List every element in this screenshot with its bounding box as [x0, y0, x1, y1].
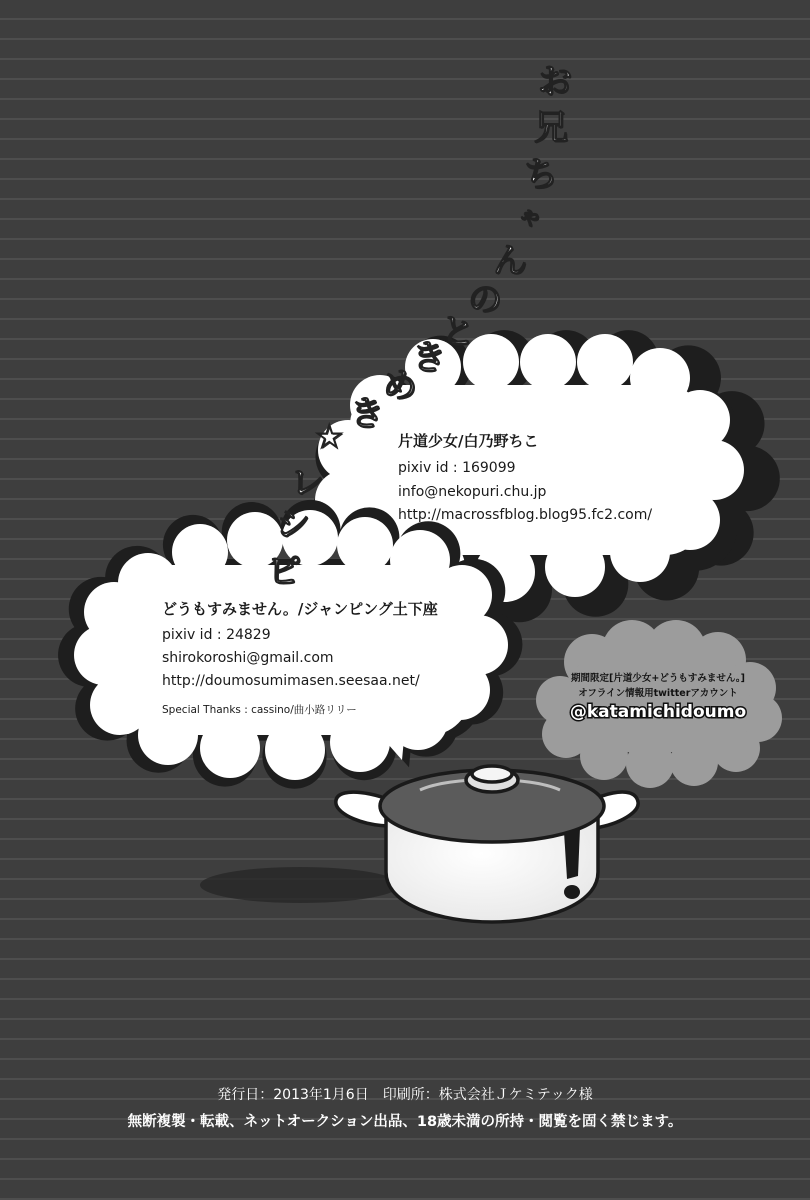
title-char: シ: [276, 505, 310, 545]
title-char: ピ: [267, 552, 301, 592]
star-icon: ☆: [314, 417, 345, 457]
title-char: お: [538, 62, 572, 102]
reproduction-notice: 無断複製・転載、ネットオークション出品、18歳未満の所持・閲覧を固く禁じます。: [127, 1114, 683, 1130]
title-char: と: [441, 312, 475, 352]
circle-a-email: info@nekopuri.chu.jp: [398, 484, 547, 500]
pot-icon: [336, 766, 638, 922]
circle-b-name: どうもすみません。/ジャンピング土下座: [162, 600, 438, 618]
title-char: め: [383, 366, 417, 406]
publication-info: 発行日：2013年1月6日 印刷所：株式会社Ｊケミテック様: [217, 1087, 593, 1103]
circle-a-url: http://macrossfblog.blog95.fc2.com/: [398, 507, 653, 523]
circle-a-name: 片道少女/白乃野ちこ: [398, 432, 539, 450]
exclamation-icon: [564, 828, 580, 899]
title-char: ゃ: [518, 202, 542, 230]
circle-b-url: http://doumosumimasen.seesaa.net/: [162, 673, 420, 689]
twitter-handle[interactable]: @katamichidoumo: [569, 702, 747, 722]
circle-b-email: shirokoroshi@gmail.com: [162, 650, 334, 666]
special-thanks: Special Thanks : cassino/曲小路リリー: [162, 704, 357, 716]
twitter-line-2: オフライン情報用twitterアカウント: [578, 688, 738, 699]
circle-a-pixiv: pixiv id : 169099: [398, 460, 516, 476]
pot-shadow: [200, 867, 400, 903]
title-char: き: [412, 338, 446, 378]
twitter-line-1: 期間限定[片道少女+どうもすみません。]: [571, 673, 745, 684]
circle-b-pixiv: pixiv id : 24829: [162, 627, 271, 643]
title-char: の: [468, 280, 502, 320]
title-char: ち: [524, 155, 558, 195]
title-char: 兄: [534, 108, 568, 148]
title-char: レ: [290, 463, 324, 503]
title-char: ん: [493, 241, 527, 281]
title-char: き: [350, 394, 384, 434]
